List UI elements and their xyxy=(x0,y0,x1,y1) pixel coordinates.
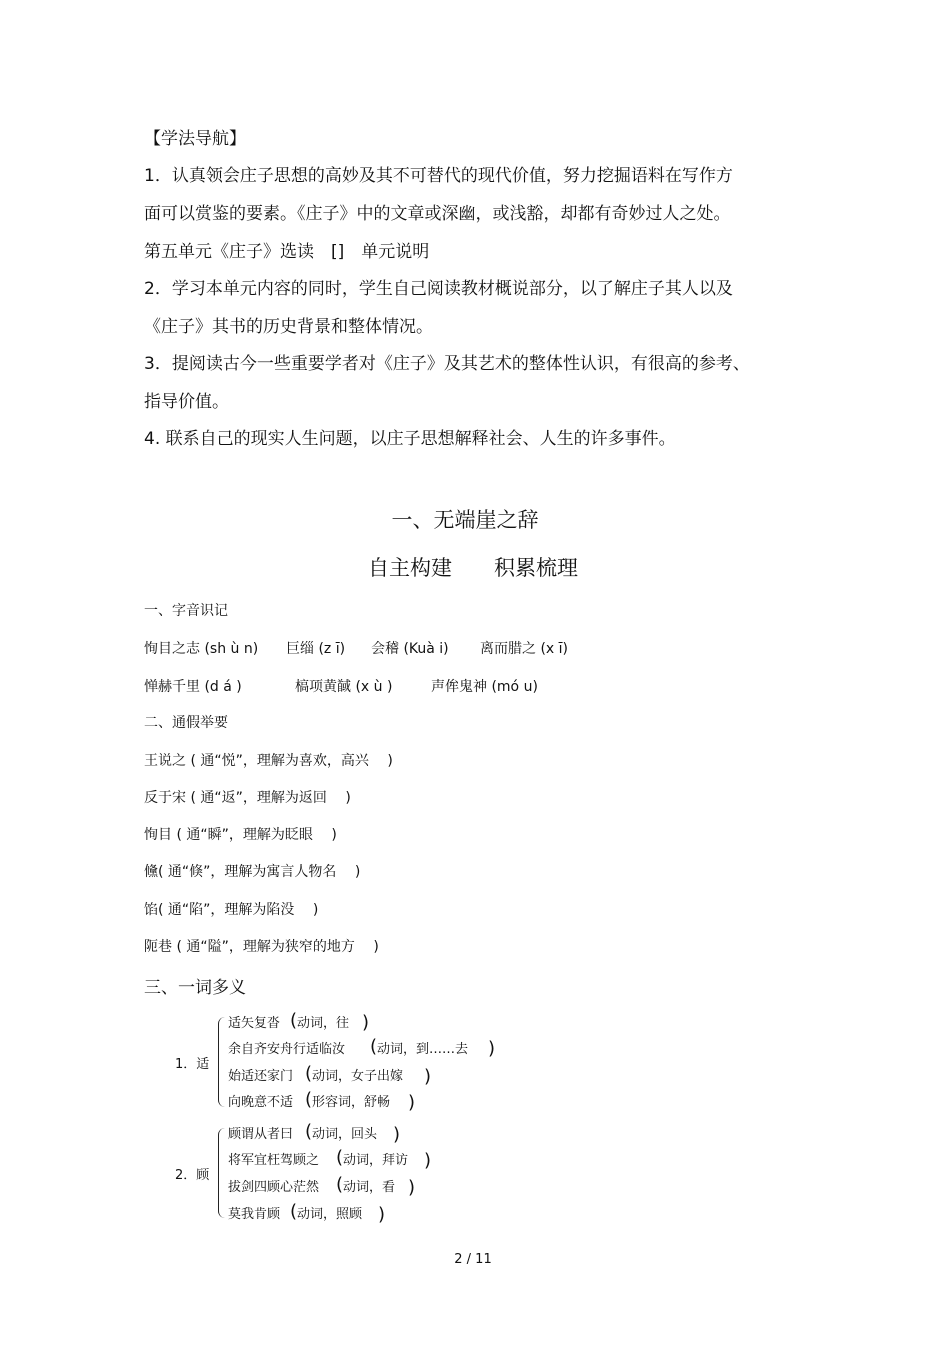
page-number: 2 / 11 xyxy=(454,1252,492,1267)
paren-open: ( xyxy=(336,1147,344,1168)
tongjia-item: 反于宋 ( 通“返”，理解为返回 ) xyxy=(144,790,351,806)
tongjia-item: 儵( 通“倏”，理解为寓言人物名 ) xyxy=(144,864,361,880)
paren-open: ( xyxy=(336,1174,344,1195)
pronunciation-item: 会稽 (Kuà i) xyxy=(371,641,449,657)
polysemy-example: 顾谓从者曰 xyxy=(228,1127,294,1142)
guide-paragraph-3b: 指导价值。 xyxy=(144,392,229,412)
paren-open: ( xyxy=(290,1010,298,1031)
pronunciation-item: 恂目之志 (sh ù n) xyxy=(144,641,259,657)
polysemy-gloss: 动词，到……去 xyxy=(377,1042,469,1057)
polysemy-example: 余自齐安舟行适临汝 xyxy=(228,1042,346,1057)
tongjia-item: 阨巷 ( 通“隘”，理解为狭窄的地方 ) xyxy=(144,939,379,955)
polysemy-example: 将军宜枉驾顾之 xyxy=(228,1153,320,1168)
polysemy-example: 始适还家门 xyxy=(228,1069,294,1084)
section-title: 一、无端崖之辞 xyxy=(391,508,539,532)
paren-open: ( xyxy=(290,1201,298,1222)
guide-paragraph-1a: 1．认真领会庄子思想的高妙及其不可替代的现代价值，努力挖掘语料在写作方 xyxy=(144,166,733,186)
polysemy-group-label: 2．顾 xyxy=(175,1168,210,1183)
paren-close: ) xyxy=(378,1204,386,1225)
paren-close: ) xyxy=(393,1124,401,1145)
guide-paragraph-2a: 2．学习本单元内容的同时，学生自己阅读教材概说部分，以了解庄子其人以及 xyxy=(144,279,733,299)
pronunciation-heading: 一、字音识记 xyxy=(144,603,228,619)
pronunciation-item: 惮赫千里 (d á ) xyxy=(144,679,242,695)
pronunciation-item: 槁项黄馘 (x ù ) xyxy=(295,679,393,695)
paren-open: ( xyxy=(305,1121,313,1142)
polysemy-example: 向晚意不适 xyxy=(228,1095,294,1110)
guide-paragraph-3a: 3．提阅读古今一些重要学者对《庄子》及其艺术的整体性认识，有很高的参考、 xyxy=(144,354,750,374)
guide-title: 【学法导航】 xyxy=(144,129,246,149)
polysemy-gloss: 动词，往 xyxy=(297,1016,350,1031)
tongjia-item: 恂目 ( 通“瞬”，理解为眨眼 ) xyxy=(144,827,337,843)
paren-close: ) xyxy=(408,1177,416,1198)
brace-icon xyxy=(218,1017,225,1107)
paren-close: ) xyxy=(424,1066,432,1087)
paren-close: ) xyxy=(424,1150,432,1171)
section-subtitle: 自主构建 积累梳理 xyxy=(368,556,578,580)
polysemy-gloss: 形容词，舒畅 xyxy=(312,1095,391,1110)
polysemy-gloss: 动词，拜访 xyxy=(343,1153,409,1168)
pronunciation-item: 离而腊之 (x ī) xyxy=(480,641,568,657)
paren-close: ) xyxy=(488,1038,496,1059)
polysemy-gloss: 动词，照顾 xyxy=(297,1207,363,1222)
polysemy-example: 莫我肯顾 xyxy=(228,1207,281,1222)
tongjia-item: 王说之 ( 通“悦”，理解为喜欢，高兴 ) xyxy=(144,753,393,769)
paren-open: ( xyxy=(370,1036,378,1057)
guide-paragraph-2b: 《庄子》其书的历史背景和整体情况。 xyxy=(144,317,433,337)
brace-icon xyxy=(218,1128,225,1218)
paren-close: ) xyxy=(362,1012,370,1033)
polysemy-gloss: 动词，回头 xyxy=(312,1127,378,1142)
paren-open: ( xyxy=(305,1089,313,1110)
polysemy-gloss: 动词，看 xyxy=(343,1180,396,1195)
tongjia-item: 馅( 通“陷”，理解为陷没 ) xyxy=(144,902,319,918)
unit-heading: 第五单元《庄子》选读 [] 单元说明 xyxy=(144,242,430,262)
polysemy-example: 拔剑四顾心茫然 xyxy=(228,1180,320,1195)
paren-open: ( xyxy=(305,1063,313,1084)
guide-paragraph-4: 4. 联系自己的现实人生问题，以庄子思想解释社会、人生的许多事件。 xyxy=(144,429,676,449)
paren-close: ) xyxy=(408,1092,416,1113)
polysemy-heading: 三、一词多义 xyxy=(144,978,246,998)
tongjia-heading: 二、通假举要 xyxy=(144,715,228,731)
pronunciation-item: 巨缁 (z ī) xyxy=(286,641,346,657)
guide-paragraph-1b: 面可以赏鉴的要素。《庄子》中的文章或深幽，或浅豁，却都有奇妙过人之处。 xyxy=(144,204,731,224)
polysemy-gloss: 动词，女子出嫁 xyxy=(312,1069,404,1084)
polysemy-example: 适矢复沓 xyxy=(228,1016,281,1031)
pronunciation-item: 声侔鬼神 (mó u) xyxy=(431,679,538,695)
polysemy-group-label: 1．适 xyxy=(175,1057,210,1072)
